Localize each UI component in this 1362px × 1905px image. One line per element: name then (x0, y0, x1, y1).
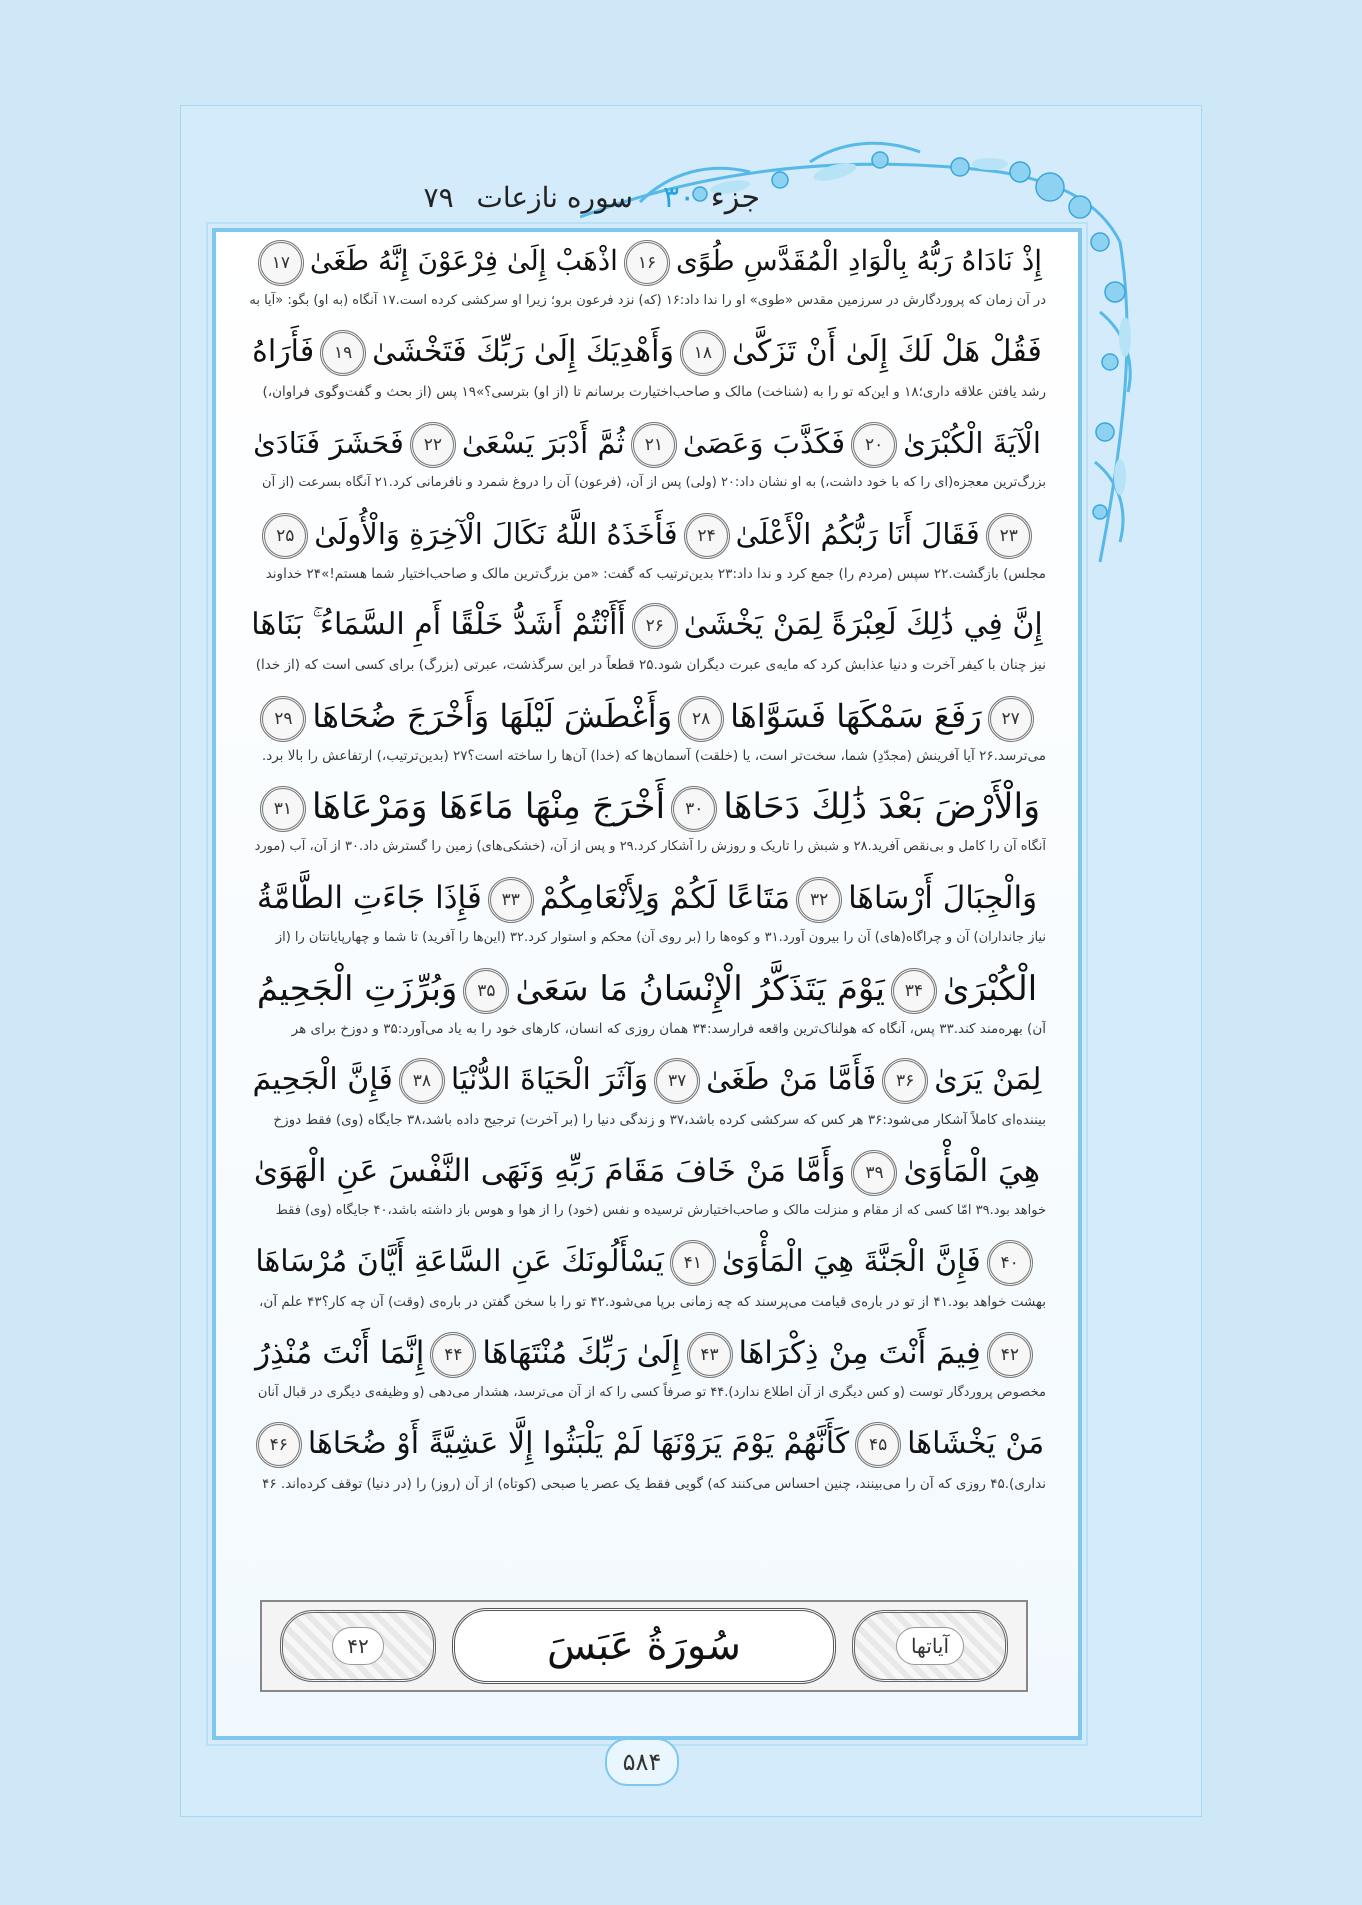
arabic-segment: وَالْأَرْضَ بَعْدَ ذَٰلِكَ دَحَاهَا (723, 787, 1041, 827)
persian-translation: آنگاه آن را کامل و بی‌نقص آفرید.۲۸ و شبش را تاریک و روزش را آشکار کرد.۲۹ و پس از آن، (خشکی‌های) زمین را گسترش داد.۳۰ از آن، آب (مورد (254, 839, 1046, 854)
arabic-segment: وَبُرِّزَتِ الْجَحِيمُ (256, 969, 458, 1009)
ayah-number-marker: ۴۶ (256, 1422, 302, 1468)
ayah-number-marker: ۲۳ (986, 513, 1032, 559)
arabic-segment: ثُمَّ أَدْبَرَ يَسْعَىٰ (461, 426, 625, 460)
persian-translation: نیز چنان با کیفر آخرت و دنیا عذابش کرد که مایه‌ی عبرت دیگران شود.۲۵ قطعاً در این سرگذشت، عبرتی (بزرگ) برای کسی است که (از خدا) (255, 657, 1046, 673)
arabic-text (248, 323, 1046, 381)
arabic-segment: فَأَرَاهُ (252, 334, 315, 369)
ayah-number-marker: ۱۸ (680, 330, 726, 376)
ayah-number-marker: ۱۹ (320, 330, 366, 376)
ayah-number-marker: ۲۶ (632, 603, 678, 649)
ayah-number-marker: ۳۵ (463, 968, 509, 1014)
ayah-number-marker: ۴۵ (855, 1422, 901, 1468)
verse-line (248, 323, 1046, 403)
verse-line (248, 232, 1046, 312)
quran-text-box (212, 228, 1082, 1740)
arabic-text (248, 1051, 1046, 1109)
arabic-segment: رَفَعَ سَمْكَهَا فَسَوَّاهَا (730, 697, 982, 735)
ayah-number-marker: ۲۰ (851, 422, 897, 468)
page-number: ۵۸۴ (605, 1738, 679, 1786)
persian-translation: خواهد بود.۳۹ امّا کسی که از مقام و منزلت مالک و صاحب‌اختیارش ترسیده و نفس (خود) را از هوا و هوس باز داشته باشد،۴۰ جایگاه (وی) فقط (275, 1203, 1046, 1218)
page-header (350, 172, 760, 222)
ayah-number-marker: ۳۸ (399, 1058, 445, 1104)
verse-line (248, 1233, 1046, 1313)
arabic-segment: وَأَمَّا مَنْ خَافَ مَقَامَ رَبِّهِ وَنَهَى النَّفْسَ عَنِ الْهَوَىٰ (253, 1153, 846, 1189)
verse-line (248, 869, 1046, 949)
ayah-number-marker: ۲۷ (988, 696, 1034, 742)
next-surah-banner (260, 1600, 1028, 1692)
arabic-segment: فَإِذَا جَاءَتِ الطَّامَّةُ (256, 880, 482, 916)
arabic-segment: فَقُلْ هَلْ لَكَ إِلَىٰ أَنْ تَزَكَّىٰ (731, 334, 1042, 369)
arabic-segment: هِيَ الْمَأْوَىٰ (903, 1153, 1041, 1189)
ayah-number-marker: ۲۴ (684, 513, 730, 559)
arabic-segment: فَإِنَّ الْجَنَّةَ هِيَ الْمَأْوَىٰ (721, 1244, 981, 1279)
arabic-segment: إِنَّمَا أَنْتَ مُنْذِرُ (255, 1335, 425, 1371)
ayah-number-marker: ۲۱ (631, 422, 677, 468)
ayah-number-marker: ۳۴ (891, 968, 937, 1014)
arabic-text (248, 232, 1046, 290)
ayah-number-marker: ۳۲ (796, 877, 842, 923)
verse-line (248, 778, 1046, 858)
arabic-segment: فَأَخَذَهُ اللَّهُ نَكَالَ الْآخِرَةِ وَالْأُولَىٰ (314, 517, 678, 551)
arabic-text (248, 778, 1046, 836)
verse-line (248, 960, 1046, 1040)
ayah-number-marker: ۱۷ (258, 240, 304, 286)
arabic-text (248, 1142, 1046, 1200)
ayah-number-marker: ۴۱ (670, 1240, 716, 1286)
verse-line (248, 687, 1046, 767)
juz-number: ۳۰ (663, 179, 696, 215)
verses-label: آیاتها (896, 1627, 964, 1665)
persian-translation: می‌ترسد.۲۶ آیا آفرینش (مجدّدِ) شما، سخت‌تر است، یا (خلقت) آسمان‌ها که (خدا) آن‌ها را ساخته است؟۲۷ (بدین‌ترتیب،) ارتفاعش را بالا برد. (261, 748, 1046, 764)
arabic-text (248, 414, 1046, 472)
arabic-segment: يَوْمَ يَتَذَكَّرُ الْإِنْسَانُ مَا سَعَىٰ (515, 969, 885, 1009)
arabic-text (248, 505, 1046, 563)
arabic-segment: كَأَنَّهُمْ يَوْمَ يَرَوْنَهَا لَمْ يَلْبَثُوا إِلَّا عَشِيَّةً أَوْ ضُحَاهَا (307, 1426, 850, 1461)
arabic-segment: لِمَنْ يَرَىٰ (934, 1062, 1042, 1097)
arabic-segment: مَنْ يَخْشَاهَا (907, 1426, 1045, 1461)
arabic-text (248, 596, 1046, 654)
ayah-number-marker: ۲۲ (410, 422, 456, 468)
arabic-text (248, 1415, 1046, 1473)
verse-count: ۴۲ (332, 1627, 383, 1665)
verse-line (248, 1415, 1046, 1495)
arabic-segment: وَآثَرَ الْحَيَاةَ الدُّنْيَا (450, 1062, 649, 1097)
arabic-text (248, 687, 1046, 745)
arabic-segment: وَأَغْطَشَ لَيْلَهَا وَأَخْرَجَ ضُحَاهَا (312, 697, 673, 735)
juz-label: جزء ۳۰ (663, 179, 760, 215)
ayah-number-marker: ۲۹ (260, 696, 306, 742)
persian-translation: آن) بهره‌مند کند.۳۳ پس، آنگاه که هولناک‌ترین واقعه فرارسد:۳۴ همان روزی که انسان، کارهای خود را به یاد می‌آورد:۳۵ و دوزخ برای هر (291, 1021, 1046, 1037)
arabic-segment: وَالْجِبَالَ أَرْسَاهَا (848, 880, 1038, 916)
arabic-segment: فَكَذَّبَ وَعَصَىٰ (682, 426, 846, 460)
arabic-segment: فَأَمَّا مَنْ طَغَىٰ (706, 1062, 877, 1097)
verse-line (248, 1051, 1046, 1131)
verse-line (248, 414, 1046, 494)
ayah-number-marker: ۳۱ (260, 786, 306, 832)
arabic-segment: أَأَنْتُمْ أَشَدُّ خَلْقًا أَمِ السَّمَاءُ ۚ بَنَاهَا (251, 607, 626, 642)
persian-translation: نداری).۴۵ روزی که آن را می‌بینند، چنین احساس می‌کنند که) گویی فقط یک عصر یا صبحی (کوتاه) از آن (روز) را (در دنیا) توقف کرده‌اند. ۴۶ (262, 1476, 1046, 1492)
arabic-segment: يَسْأَلُونَكَ عَنِ السَّاعَةِ أَيَّانَ مُرْسَاهَا (255, 1244, 664, 1279)
arabic-segment: الْآيَةَ الْكُبْرَىٰ (903, 426, 1041, 460)
persian-translation: رشد یافتن علاقه داری؛۱۸ و این‌که تو را به (شناخت) مالک و صاحب‌اختیارت برسانم تا (از او) بترسی؟»۱۹ پس (از بحث و گفت‌وگوی فراوان،) (262, 384, 1046, 400)
surah-label: سوره نازعات ۷۹ (423, 180, 633, 214)
ayah-number-marker: ۴۴ (430, 1332, 476, 1378)
verse-line (248, 505, 1046, 585)
ayah-number-marker: ۳۶ (882, 1058, 928, 1104)
arabic-segment: الْكُبْرَىٰ (942, 969, 1038, 1009)
verses-label-cartouche (852, 1610, 1008, 1682)
arabic-segment: أَخْرَجَ مِنْهَا مَاءَهَا وَمَرْعَاهَا (311, 787, 666, 827)
ayah-number-marker: ۴۳ (687, 1332, 733, 1378)
arabic-segment: إِلَىٰ رَبِّكَ مُنْتَهَاهَا (482, 1335, 681, 1371)
ayah-number-marker: ۲۵ (262, 513, 308, 559)
arabic-segment: وَأَهْدِيَكَ إِلَىٰ رَبِّكَ فَتَخْشَىٰ (372, 334, 674, 369)
persian-translation: مجلس) بازگشت.۲۲ سپس (مردم را) جمع کرد و ندا داد:۲۳ بدین‌ترتیب که گفت: «من بزرگ‌ترین مالک و صاحب‌اختیار شما هستم!»۲۴ خداوند (265, 566, 1046, 582)
persian-translation: بهشت خواهد بود.۴۱ از تو در باره‌ی قیامت می‌پرسند که چه زمانی برپا می‌شود.۴۲ تو را با سخن گفتن در باره‌ی (وقت) آن چه کار؟۴۳ علم آن، (259, 1294, 1046, 1310)
ayah-number-marker: ۴۰ (987, 1240, 1033, 1286)
ayah-number-marker: ۳۹ (851, 1150, 897, 1196)
ayah-number-marker: ۳۷ (654, 1058, 700, 1104)
ayah-number-marker: ۴۲ (987, 1332, 1033, 1378)
persian-translation: بزرگ‌ترین معجزه(ای را که با خود داشت،) به او نشان داد:۲۰ (ولی) پس از آن، (فرعون) آن را دروغ شمرد و نافرمانی کرد.۲۱ آنگاه بسرعت (از آن (262, 475, 1046, 490)
arabic-segment: فَحَشَرَ فَنَادَىٰ (253, 426, 404, 460)
arabic-segment: فِيمَ أَنْتَ مِنْ ذِكْرَاهَا (738, 1335, 981, 1371)
arabic-segment: فَقَالَ أَنَا رَبُّكُمُ الْأَعْلَىٰ (735, 517, 980, 551)
ayah-number-marker: ۲۸ (678, 696, 724, 742)
persian-translation: بیننده‌ای کاملاً آشکار می‌شود:۳۶ هر کس که سرکشی کرده باشد،۳۷ و زندگی دنیا را (بر آخرت) ترجیح داده باشد،۳۸ جایگاه (وی) فقط دوزخ (273, 1112, 1046, 1128)
ayah-number-marker: ۳۰ (671, 786, 717, 832)
arabic-segment: فَإِنَّ الْجَحِيمَ (252, 1062, 393, 1097)
verse-count-cartouche (280, 1610, 436, 1682)
persian-translation: نیاز جانداران) آن و چراگاه(های) آن را بیرون آورد.۳۱ و کوه‌ها را (بر روی آن) محکم و استوار کرد.۳۲ (این‌ها را آفرید) تا شما و چهارپایانتان را (از (275, 930, 1046, 945)
ayah-number-marker: ۳۳ (488, 877, 534, 923)
verse-line (248, 1324, 1046, 1404)
arabic-segment: مَتَاعًا لَكُمْ وَلِأَنْعَامِكُمْ (539, 880, 791, 916)
persian-translation: در آن زمان که پروردگارش در سرزمین مقدس «طوی» او را ندا داد:۱۶ (که) نزد فرعون برو؛ زیرا او سرکشی کرده است.۱۷ آنگاه (به او) بگو: «آیا به (249, 293, 1046, 308)
verse-line (248, 596, 1046, 676)
arabic-text (248, 1324, 1046, 1382)
ayah-number-marker: ۱۶ (624, 240, 670, 286)
persian-translation: مخصوص پروردگار توست (و کس دیگری از آن اطلاع ندارد).۴۴ تو صرفاً کسی را که از آن می‌ترسد، هشدار می‌دهی (و وظیفه‌ی دیگری در قبال آنان (257, 1385, 1046, 1400)
arabic-text (248, 869, 1046, 927)
arabic-text (248, 1233, 1046, 1291)
arabic-segment: اذْهَبْ إِلَىٰ فِرْعَوْنَ إِنَّهُ طَغَىٰ (309, 244, 618, 277)
surah-number: ۷۹ (423, 180, 454, 214)
surah-title: سُورَةُ عَبَسَ (452, 1608, 836, 1684)
arabic-text (248, 960, 1046, 1018)
verse-line (248, 1142, 1046, 1222)
arabic-segment: إِنَّ فِي ذَٰلِكَ لَعِبْرَةً لِمَنْ يَخْشَىٰ (683, 607, 1043, 642)
arabic-segment: إِذْ نَادَاهُ رَبُّهُ بِالْوَادِ الْمُقَدَّسِ طُوًى (675, 244, 1043, 277)
